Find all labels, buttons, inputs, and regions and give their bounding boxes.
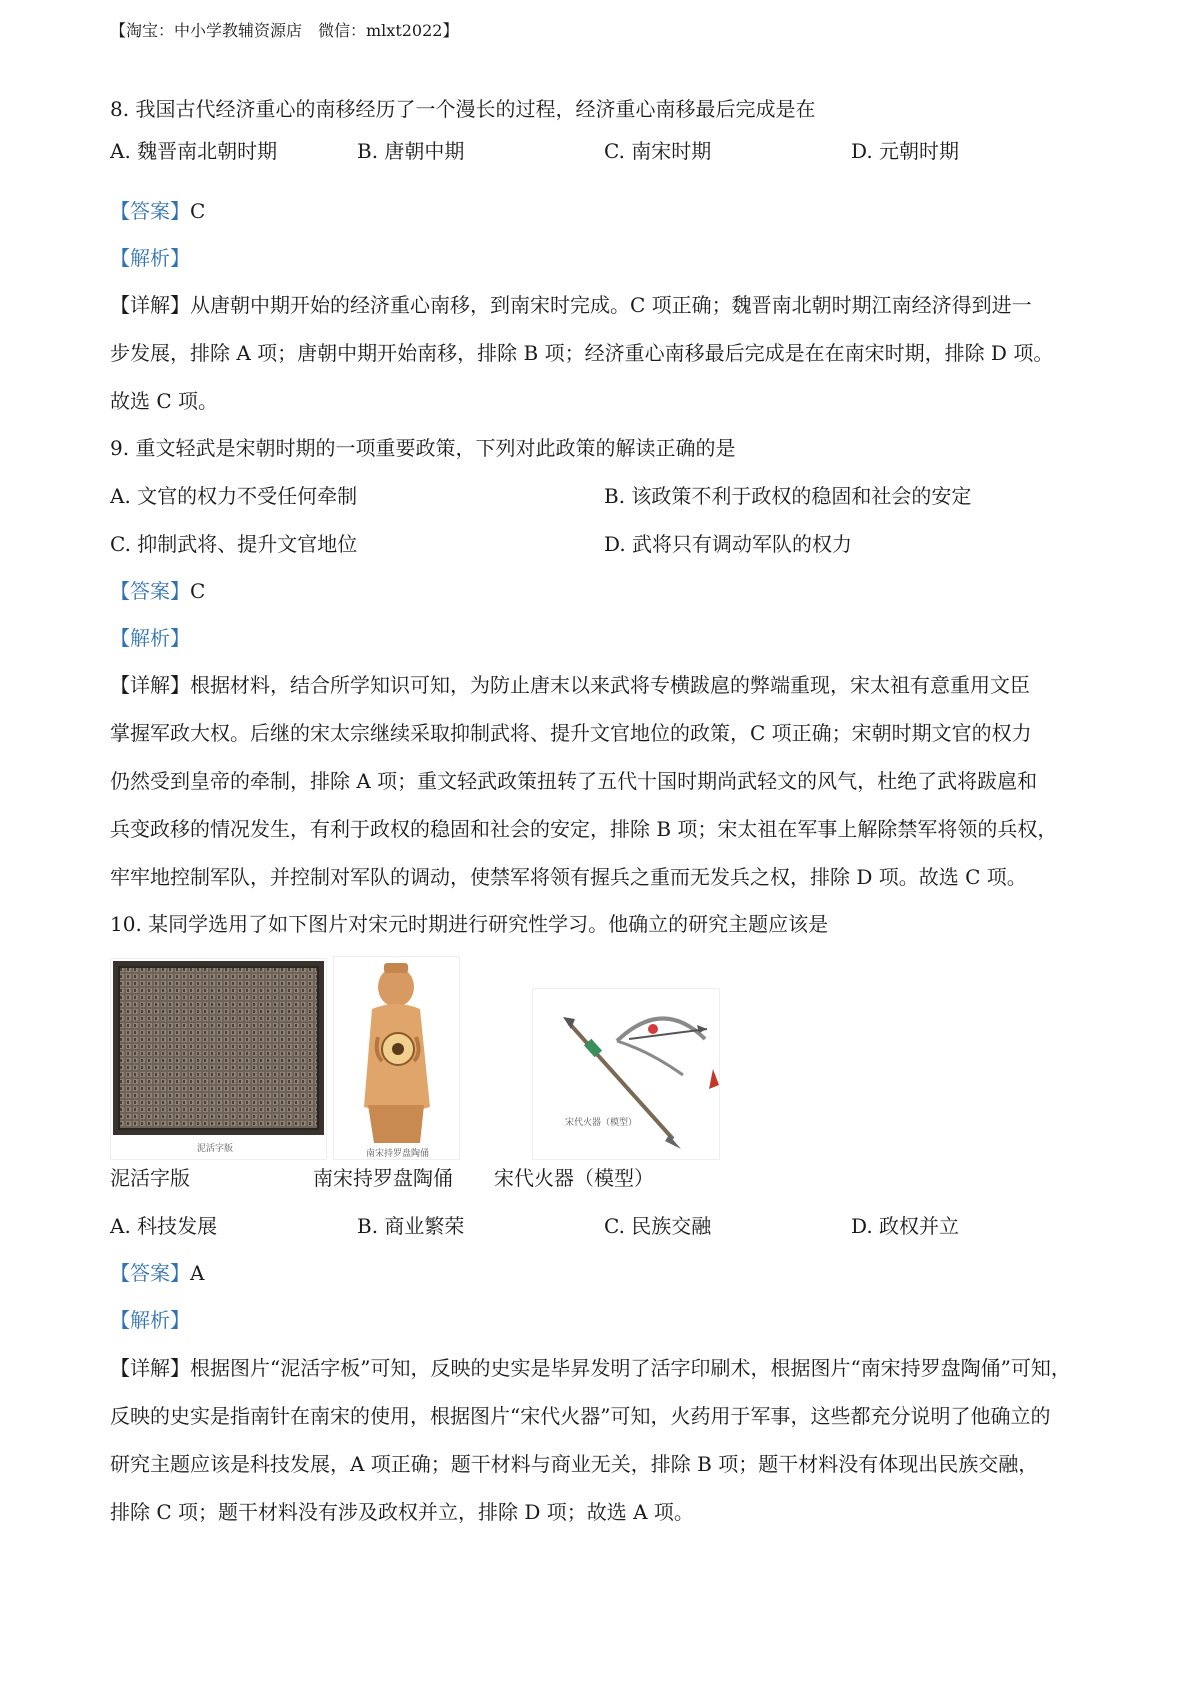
q9-detail-line: 掌握军政大权。后继的宋太宗继续采取抑制武将、提升文官地位的政策，C 项正确；宋朝时期文官的权力 (110, 721, 1032, 745)
q8-answer-value: C (190, 199, 206, 223)
clay-type-board-image (110, 958, 327, 1160)
compass-figurine-inner-label: 南宋持罗盘陶俑 (366, 1149, 430, 1159)
q10-detail-line: 研究主题应该是科技发展，A 项正确；题干材料与商业无关，排除 B 项；题干材料没有体现出民族交融， (110, 1452, 1039, 1476)
q9-stem: 9. 重文轻武是宋朝时期的一项重要政策，下列对此政策的解读正确的是 (110, 436, 736, 460)
figure-caption-clay-type: 泥活字版 (110, 1166, 190, 1190)
fire-weapon-image (532, 988, 720, 1160)
q10-answer-value: A (190, 1261, 205, 1285)
q9-option-b: B. 该政策不利于政权的稳固和社会的安定 (604, 484, 972, 508)
q9-option-c: C. 抑制武将、提升文官地位 (110, 532, 358, 556)
fire-weapon-inner-label: 宋代火器（模型） (565, 1118, 638, 1128)
q8-option-a: A. 魏晋南北朝时期 (110, 139, 278, 163)
q9-answer (110, 576, 205, 606)
q10-detail-line: 反映的史实是指南针在南宋的使用，根据图片“宋代火器”可知，火药用于军事，这些都充分说明了他确立的 (110, 1404, 1051, 1428)
q10-detail-line: 【详解】根据图片“泥活字板”可知，反映的史实是毕昇发明了活字印刷术，根据图片“南宋持罗盘陶俑”可知， (110, 1356, 1071, 1380)
q9-detail-line: 兵变政移的情况发生，有利于政权的稳固和社会的安定，排除 B 项；宋太祖在军事上解除禁军将领的兵权， (110, 817, 1058, 841)
q8-answer (110, 196, 205, 226)
q10-answer (110, 1258, 204, 1288)
q8-detail-line: 步发展，排除 A 项；唐朝中期开始南移，排除 B 项；经济重心南移最后完成是在在南宋时期，排除 D 项。 (110, 341, 1054, 365)
q10-stem: 10. 某同学选用了如下图片对宋元时期进行研究性学习。他确立的研究主题应该是 (110, 912, 829, 936)
q8-option-d: D. 元朝时期 (851, 139, 960, 163)
q10-analysis-label: 【解析】 (110, 1308, 190, 1332)
q8-option-c: C. 南宋时期 (604, 139, 712, 163)
q10-answer-label: 【答案】 (110, 1261, 190, 1285)
q8-detail-line: 【详解】从唐朝中期开始的经济重心南移，到南宋时完成。C 项正确；魏晋南北朝时期江南经济得到进一 (110, 293, 1032, 317)
q10-option-d: D. 政权并立 (851, 1214, 960, 1238)
q9-detail-line: 【详解】根据材料，结合所学知识可知，为防止唐末以来武将专横跋扈的弊端重现，宋太祖有意重用文臣 (110, 673, 1030, 697)
q9-option-d: D. 武将只有调动军队的权力 (604, 532, 853, 556)
compass-figurine-image (333, 956, 460, 1160)
q10-option-b: B. 商业繁荣 (357, 1214, 465, 1238)
q8-answer-label: 【答案】 (110, 199, 190, 223)
q10-option-c: C. 民族交融 (604, 1214, 712, 1238)
q9-answer-value: C (190, 579, 206, 603)
q9-answer-label: 【答案】 (110, 579, 190, 603)
clay-type-board-inner-label: 泥活字版 (197, 1144, 234, 1154)
figure-caption-figurine: 南宋持罗盘陶俑 (313, 1166, 453, 1190)
q8-detail-line: 故选 C 项。 (110, 389, 219, 413)
q10-option-a: A. 科技发展 (110, 1214, 218, 1238)
q8-stem: 8. 我国古代经济重心的南移经历了一个漫长的过程，经济重心南移最后完成是在 (110, 97, 816, 121)
figure-caption-firearm: 宋代火器（模型） (494, 1166, 654, 1190)
q9-detail-line: 牢牢地控制军队，并控制对军队的调动，使禁军将领有握兵之重而无发兵之权，排除 D 项。故选 C 项。 (110, 865, 1027, 889)
q10-detail-line: 排除 C 项；题干材料没有涉及政权并立，排除 D 项；故选 A 项。 (110, 1500, 694, 1524)
q8-analysis-label: 【解析】 (110, 246, 190, 270)
page-header: 【淘宝：中小学教辅资源店 微信：mlxt2022】 (110, 21, 459, 40)
q9-option-a: A. 文官的权力不受任何牵制 (110, 484, 358, 508)
q9-detail-line: 仍然受到皇帝的牵制，排除 A 项；重文轻武政策扭转了五代十国时期尚武轻文的风气，杜绝了武将跋扈和 (110, 769, 1038, 793)
q8-option-b: B. 唐朝中期 (357, 139, 465, 163)
q9-analysis-label: 【解析】 (110, 626, 190, 650)
